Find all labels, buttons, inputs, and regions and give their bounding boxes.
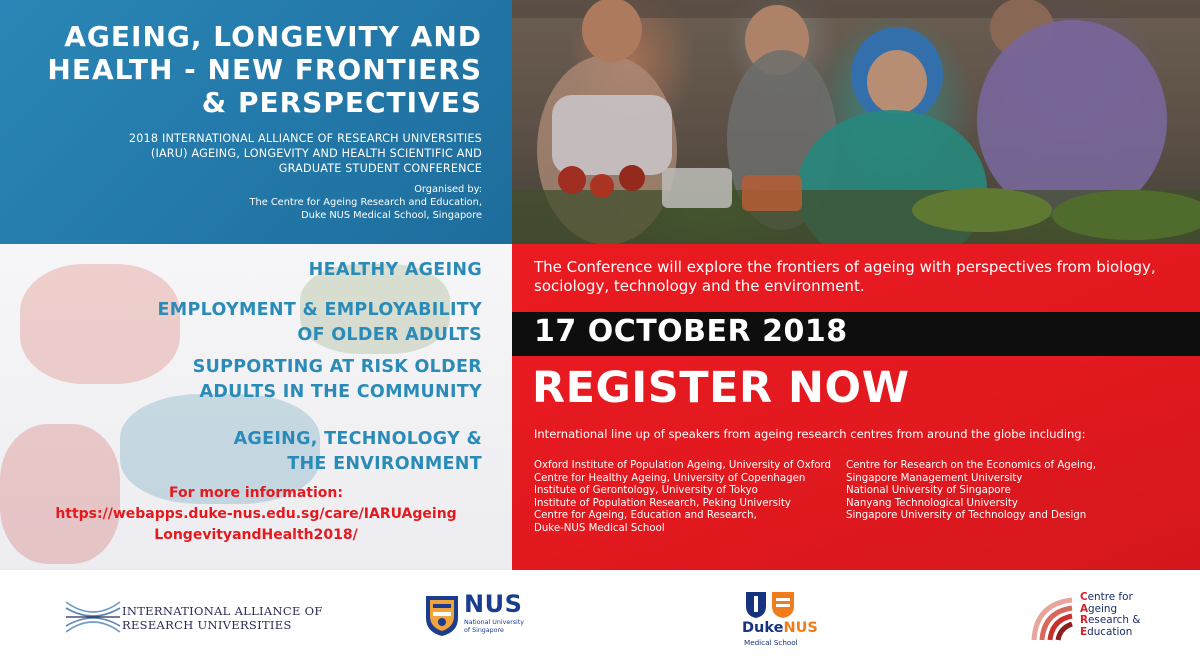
- care-emblem-icon: [1030, 594, 1076, 644]
- care-rest: entre for: [1087, 591, 1133, 603]
- market-photo-illustration: [512, 0, 1200, 244]
- background-ghost: [20, 264, 180, 384]
- market-photo: [512, 0, 1200, 244]
- more-info-link[interactable]: LongevityandHealth2018/: [154, 527, 358, 543]
- topics-panel: [0, 244, 512, 570]
- iaru-emblem-icon: [64, 592, 122, 642]
- iaru-line: RESEARCH UNIVERSITIES: [122, 618, 292, 632]
- speaker-item: Centre for Ageing, Education and Research,: [534, 510, 757, 522]
- title-line: HEALTH - NEW FRONTIERS: [47, 53, 482, 86]
- nus-crest-icon: [424, 594, 460, 638]
- date-band: [512, 312, 1200, 356]
- intro-line: The Conference will explore the frontiers of ageing with perspectives from biology,: [534, 258, 1156, 276]
- nus-word: NUS: [783, 620, 818, 636]
- care-wordmark: [1080, 592, 1140, 638]
- speaker-item: Duke-NUS Medical School: [534, 522, 665, 534]
- topic-line: THE ENVIRONMENT: [287, 454, 482, 474]
- topic-line: EMPLOYMENT & EMPLOYABILITY: [157, 300, 482, 320]
- topic-line: OF OLDER ADULTS: [297, 325, 482, 345]
- speaker-item: Singapore University of Technology and Design: [846, 510, 1087, 522]
- register-now-button[interactable]: REGISTER NOW: [532, 363, 910, 413]
- duke-nus-logo: [742, 590, 832, 646]
- conference-title: [20, 20, 482, 119]
- subtitle-line: GRADUATE STUDENT CONFERENCE: [278, 162, 482, 175]
- topic-employment: [158, 298, 482, 348]
- nus-wordmark: NUS: [464, 590, 523, 618]
- care-logo: [1030, 592, 1170, 646]
- conference-subtitle: [20, 131, 482, 176]
- speaker-list-left: [534, 460, 831, 536]
- conference-date: 17 OCTOBER 2018: [534, 314, 848, 349]
- duke-nus-crest-icon: [744, 590, 798, 620]
- organiser-block: [20, 183, 482, 222]
- care-initial: A: [1080, 602, 1089, 615]
- speaker-item: Nanyang Technological University: [846, 497, 1018, 509]
- topic-line: ADULTS IN THE COMMUNITY: [199, 382, 482, 402]
- speaker-list-right: [846, 460, 1096, 523]
- topic-line: HEALTHY AGEING: [308, 260, 482, 280]
- conference-details-panel: [512, 244, 1200, 570]
- speaker-item: Singapore Management University: [846, 472, 1023, 484]
- intro-line: sociology, technology and the environment.: [534, 277, 865, 295]
- more-info-block: [0, 483, 512, 546]
- care-rest: geing: [1088, 602, 1118, 615]
- care-rest: esearch &: [1088, 614, 1141, 626]
- topic-healthy-ageing: [309, 258, 482, 283]
- speaker-lineup-intro: International line up of speakers from ageing research centres from around the globe including:: [534, 427, 1086, 441]
- subtitle-line: (IARU) AGEING, LONGEVITY AND HEALTH SCIENTIFIC AND: [150, 147, 482, 160]
- topic-at-risk-older-adults: [193, 355, 482, 405]
- partner-logos: [0, 570, 1200, 667]
- subtitle-line: 2018 INTERNATIONAL ALLIANCE OF RESEARCH UNIVERSITIES: [128, 132, 482, 145]
- care-initial: C: [1080, 591, 1088, 603]
- organiser-line: Duke NUS Medical School, Singapore: [301, 210, 482, 221]
- more-info-label: For more information:: [169, 485, 343, 501]
- iaru-logo: [64, 592, 323, 642]
- nus-logo: [424, 592, 534, 644]
- nus-sub-line: National University: [464, 619, 525, 626]
- topic-line: AGEING, TECHNOLOGY &: [233, 429, 482, 449]
- speaker-item: Centre for Healthy Ageing, University of Copenhagen: [534, 472, 806, 484]
- speaker-item: Institute of Population Research, Peking University: [534, 497, 791, 509]
- duke-nus-subtitle: Medical School: [744, 638, 798, 647]
- duke-word: Duke: [742, 620, 784, 636]
- speaker-item: Institute of Gerontology, University of Tokyo: [534, 485, 758, 497]
- photo-overlay: [512, 0, 1200, 244]
- topic-technology-environment: [234, 427, 482, 477]
- title-panel: [0, 0, 512, 244]
- care-line: [1080, 627, 1140, 639]
- nus-subtitle: [464, 619, 524, 635]
- topic-line: SUPPORTING AT RISK OLDER: [192, 357, 482, 377]
- care-initial: R: [1080, 614, 1089, 626]
- title-line: AGEING, LONGEVITY AND: [64, 20, 482, 53]
- nus-sub-line: of Singapore: [464, 627, 504, 634]
- care-rest: ducation: [1087, 625, 1133, 638]
- duke-nus-wordmark: [742, 620, 818, 636]
- organiser-line: Organised by:: [414, 184, 482, 195]
- speaker-item: Centre for Research on the Economics of Ageing,: [846, 460, 1097, 471]
- speaker-item: Oxford Institute of Population Ageing, University of Oxford: [534, 460, 831, 471]
- conference-intro: [534, 258, 1156, 296]
- organiser-line: The Centre for Ageing Research and Education,: [249, 197, 482, 208]
- care-initial: E: [1080, 625, 1088, 638]
- speaker-item: National University of Singapore: [846, 485, 1011, 497]
- more-info-link[interactable]: https://webapps.duke-nus.edu.sg/care/IARUAgeing: [55, 506, 457, 522]
- iaru-wordmark: [122, 604, 323, 632]
- iaru-line: INTERNATIONAL ALLIANCE OF: [122, 604, 323, 618]
- title-line: & PERSPECTIVES: [201, 86, 482, 119]
